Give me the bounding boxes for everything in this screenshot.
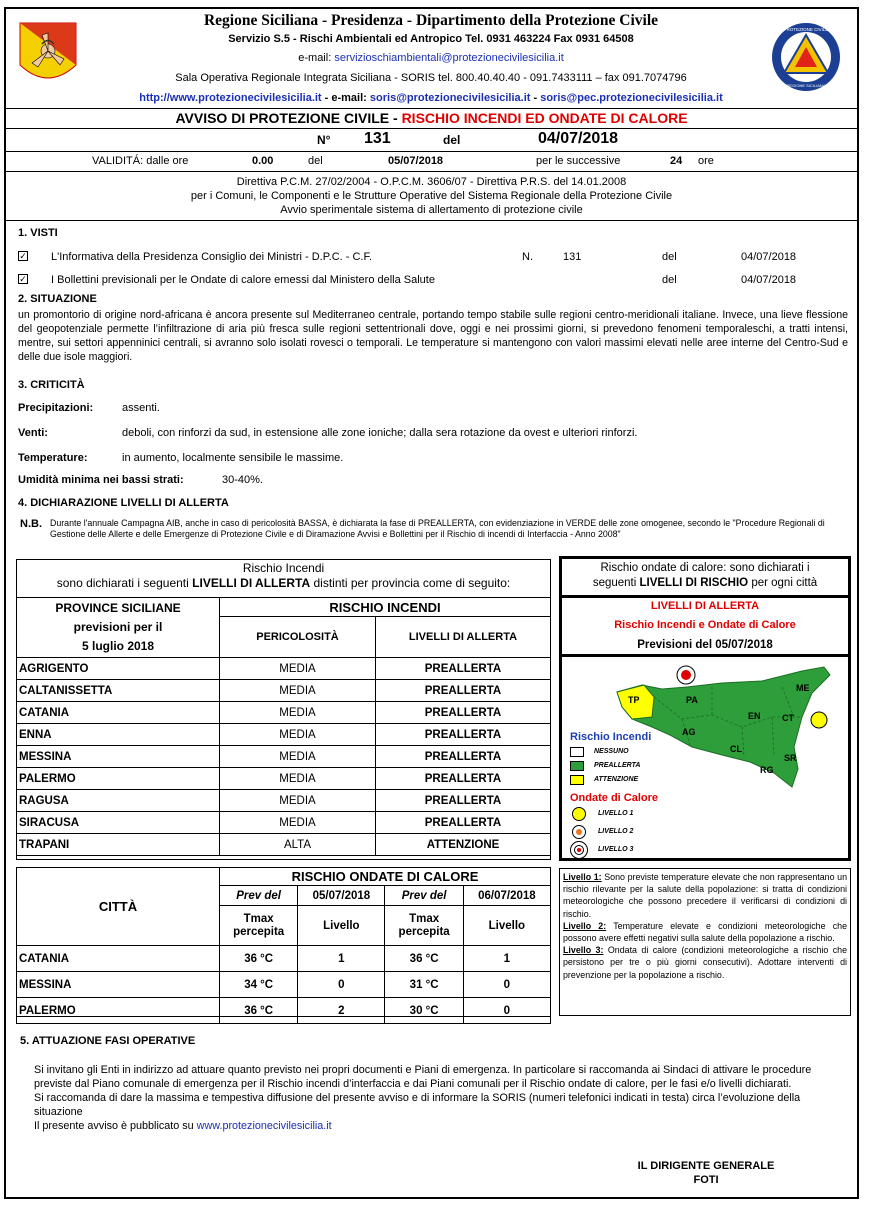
dichiarazione-heading: 4. DICHIARAZIONE LIVELLI DI ALLERTA: [18, 497, 229, 509]
prev-del-1: Prev del: [220, 885, 298, 906]
seal-bottom-text: REGIONE SICILIANA: [786, 83, 826, 88]
incendi-row: [17, 724, 551, 746]
province-cell: SIRACUSA: [17, 812, 220, 834]
temp-label: Temperature:: [18, 452, 88, 464]
published-link[interactable]: www.protezionecivilesicilia.it: [196, 1120, 332, 1132]
visti-row1-text: L'Informativa della Presidenza Consiglio dei Ministri - D.P.C. - C.F.: [51, 251, 373, 263]
city-cell: CATANIA: [17, 946, 220, 972]
attuazione-p1: Si invitano gli Enti in indirizzo ad attuare quanto previsto nei propri documenti e Piani di emergenza. In particolare si raccomanda ai Sindaci di attivare le procedure previste dal Piano comunale di emergenza per il Rischio incendi d’interfaccia e dai Piani comunali per il Rischio ondate di calore, per le fasi e/o livelli dichiarati.: [34, 1064, 812, 1090]
validity-label: VALIDITÁ: dalle ore: [92, 155, 189, 167]
successive-label: per le successive: [536, 155, 621, 167]
pericolosita-cell: MEDIA: [220, 812, 376, 834]
legend-livello3-icon: [570, 841, 588, 859]
livello1-cell: 2: [298, 998, 385, 1024]
title-black: AVVISO DI PROTEZIONE CIVILE -: [175, 110, 398, 126]
province-cell: TRAPANI: [17, 834, 220, 856]
attuazione-heading: 5. ATTUAZIONE FASI OPERATIVE: [20, 1035, 196, 1047]
livello-cell: PREALLERTA: [376, 658, 551, 680]
province-cell: CATANIA: [17, 702, 220, 724]
incendi-intro-title: Rischio Incendi: [242, 561, 325, 575]
incendi-intro: [16, 561, 551, 591]
calore-date-2: 06/07/2018: [463, 885, 550, 906]
header-org: Regione Siciliana - Presidenza - Dipartimento della Protezione Civile: [203, 12, 659, 29]
attuazione-p3: Il presente avviso è pubblicato su www.protezionecivilesicilia.it: [34, 1120, 332, 1132]
header-service: Servizio S.5 - Rischi Ambientali ed Antropico Tel. 0931 463224 Fax 0931 64508: [228, 33, 634, 45]
document-page: [4, 7, 859, 1199]
pericolosita-cell: MEDIA: [220, 790, 376, 812]
visti-checkbox-2: ✓: [19, 274, 27, 284]
validity-del: del: [308, 155, 323, 167]
incendi-row: [17, 702, 551, 724]
map-label-ct: CT: [782, 713, 794, 723]
previsioni-date: Previsioni del 05/07/2018: [637, 639, 773, 651]
visti-row2-text: I Bollettini previsionali per le Ondate di calore emessi dal Ministero della Salute: [51, 274, 435, 286]
title-red: RISCHIO INCENDI ED ONDATE DI CALORE: [401, 110, 688, 126]
calore-row: [17, 998, 551, 1024]
tmax1-cell: 36 °C: [220, 946, 298, 972]
email-link[interactable]: servizioschiambientali@protezionecivilesicilia.it: [334, 52, 564, 64]
pericolosita-cell: MEDIA: [220, 702, 376, 724]
pericolosita-cell: MEDIA: [220, 680, 376, 702]
calore-row: [17, 972, 551, 998]
signature-title: IL DIRIGENTE GENERALE: [637, 1160, 775, 1172]
map-label-en: EN: [748, 711, 761, 721]
avviso-date: 04/07/2018: [538, 130, 619, 147]
legend-livello1-label: LIVELLO 1: [598, 810, 634, 817]
incendi-row: [17, 812, 551, 834]
tmax-header-2: Tmax percepita: [385, 906, 463, 946]
visti-row1-n-label: N.: [522, 251, 533, 263]
umid-label: Umidità minima nei bassi strati:: [18, 474, 184, 486]
legend-preallerta-label: PREALLERTA: [594, 762, 641, 769]
nb-label: N.B.: [20, 518, 42, 530]
successive-value: 24: [670, 155, 683, 167]
pericolosita-cell: MEDIA: [220, 746, 376, 768]
directive-3: Avvio sperimentale sistema di allertamento di protezione civile: [280, 204, 583, 216]
visti-row1-date: 04/07/2018: [741, 251, 797, 263]
validity-hour: 0.00: [252, 155, 274, 167]
seal-text: PROTEZIONE CIVILE: [783, 27, 829, 32]
livello2-cell: 0: [463, 972, 550, 998]
sicily-map: [562, 657, 848, 859]
legend-ondate-title: Ondate di Calore: [570, 792, 659, 804]
precip-value: assenti.: [122, 402, 160, 414]
map-label-pa: PA: [686, 695, 698, 705]
website-link[interactable]: http://www.protezionecivilesicilia.it: [139, 92, 322, 104]
visti-row1-del: del: [662, 251, 677, 263]
livello-header-2: Livello: [463, 906, 550, 946]
header-soris: Sala Operativa Regionale Integrata Siciliana - SORIS tel. 800.40.40.40 - 091.7433111 – fax 091.7074796: [175, 72, 687, 84]
calore-title: RISCHIO ONDATE DI CALORE: [220, 868, 551, 886]
tmax2-cell: 31 °C: [385, 972, 463, 998]
livello1-desc: Livello 1: Sono previste temperature elevate che non rappresentano un rischio rilevante per la salute della popolazione: si tratta di condizioni meteorologiche che possono precedere il verificarsi di condizioni di rischio.: [563, 872, 848, 919]
livello-cell: PREALLERTA: [376, 812, 551, 834]
civil-protection-seal: [770, 21, 842, 93]
col-citta-header: CITTÀ: [17, 868, 220, 946]
visti-row1-n: 131: [563, 251, 582, 263]
livelli-title: LIVELLI DI ALLERTA: [650, 600, 760, 612]
city-cell: MESSINA: [17, 972, 220, 998]
visti-checkbox-1: ✓: [19, 251, 27, 261]
ondate-intro: Rischio ondate di calore: sono dichiarati i seguenti LIVELLI DI RISCHIO per ogni città: [592, 562, 818, 589]
legend-livello1-icon: [572, 807, 586, 821]
livello3-desc: Livello 3: Ondata di calore (condizioni meteorologiche a rischio che persistono per tre o più giorni consecutivi). Adottare interventi di prevenzione per la popolazione a rischio.: [563, 945, 848, 980]
venti-label: Venti:: [18, 427, 48, 439]
city-cell: PALERMO: [17, 998, 220, 1024]
pec-email-link[interactable]: soris@pec.protezionecivilesicilia.it: [540, 92, 723, 104]
legend-nessuno-label: NESSUNO: [594, 748, 629, 755]
validity-date: 05/07/2018: [388, 155, 444, 167]
incendi-row: [17, 834, 551, 856]
legend-swatch-attenzione: [570, 775, 584, 785]
attuazione-body: [34, 1063, 834, 1133]
calore-date-1: 05/07/2018: [298, 885, 385, 906]
criticita-heading: 3. CRITICITÀ: [18, 379, 85, 391]
ore-label: ore: [698, 155, 714, 167]
temp-value: in aumento, localmente sensibile le massime.: [122, 452, 344, 464]
attuazione-p2: Si raccomanda di dare la massima e tempestiva diffusione del presente avviso e di informare la SORIS (numeri telefonici indicati in testa) circa l’evoluzione della situazione: [34, 1092, 801, 1118]
incendi-row: [17, 680, 551, 702]
map-label-me: ME: [796, 683, 810, 693]
visti-row2-date: 04/07/2018: [741, 274, 797, 286]
col-pericolosita-header: PERICOLOSITÀ: [220, 617, 376, 658]
email-separator: -: [533, 92, 538, 104]
tmax-header-1: Tmax percepita: [220, 906, 298, 946]
livello-header-1: Livello: [298, 906, 385, 946]
visti-heading: 1. VISTI: [18, 227, 58, 239]
situazione-heading: 2. SITUAZIONE: [18, 293, 97, 305]
n-label: N°: [317, 133, 331, 147]
visti-row2-del: del: [662, 274, 677, 286]
prev-del-2: Prev del: [385, 885, 463, 906]
soris-email-link[interactable]: soris@protezionecivilesicilia.it: [369, 92, 531, 104]
tmax2-cell: 30 °C: [385, 998, 463, 1024]
livello-cell: PREALLERTA: [376, 680, 551, 702]
pericolosita-cell: MEDIA: [220, 768, 376, 790]
map-label-sr: SR: [784, 753, 797, 763]
livello2-cell: 1: [463, 946, 550, 972]
incendi-row: [17, 768, 551, 790]
legend-livello2-label: LIVELLO 2: [598, 828, 634, 835]
col-rischio-header: RISCHIO INCENDI: [220, 598, 551, 617]
col-province-header: PROVINCE SICILIANE previsioni per il 5 luglio 2018: [17, 598, 220, 658]
livello-cell: PREALLERTA: [376, 746, 551, 768]
email2-label: - e-mail:: [324, 92, 367, 104]
precip-label: Precipitazioni:: [18, 402, 94, 414]
avviso-title: [6, 110, 857, 126]
directive-1: Direttiva P.C.M. 27/02/2004 - O.P.C.M. 3606/07 - Direttiva P.R.S. del 14.01.2008: [236, 176, 627, 188]
livello1-cell: 0: [298, 972, 385, 998]
pericolosita-cell: ALTA: [220, 834, 376, 856]
incendi-table: [16, 597, 551, 856]
livelli-subtitle: Rischio Incendi e Ondate di Calore: [614, 619, 796, 631]
venti-value: deboli, con rinforzi da sud, in estensione alle zone ioniche; dalla sera rotazione da ovest e ulteriori rinforzi.: [122, 427, 638, 439]
map-label-tp: TP: [628, 695, 640, 705]
incendi-row: [17, 790, 551, 812]
situazione-text: un promontorio di origine nord-africana è ancora presente sul Mediterraneo centrale, portando tempo stabile sulle regioni centro-meridionali italiane. Invece, una lieve flessione del geopotenziale permette l’infiltrazione di aria più fresca sulle regioni settentrionali dove, oggi e nei prossimi giorni, si prevedono fenomeni temporaleschi, a tratti intensi, mentre, sui settori appenninici centrali, si avranno solo isolati rovesci o temporali. Le temperature si mantengono con valori massimi elevati nelle aree interne del Centro-Sud e delle due isole maggiori.: [18, 309, 848, 363]
livello-descriptions: [559, 868, 851, 1016]
signature: [606, 1159, 806, 1187]
header-email-line: [86, 52, 776, 64]
legend-livello3-label: LIVELLO 3: [598, 846, 634, 853]
livello2-cell: 0: [463, 998, 550, 1024]
map-label-cl: CL: [730, 744, 742, 754]
livello-cell: PREALLERTA: [376, 790, 551, 812]
tmax1-cell: 34 °C: [220, 972, 298, 998]
directives: [6, 175, 857, 217]
legend-attenzione-label: ATTENZIONE: [594, 776, 639, 783]
legend-swatch-nessuno: [570, 747, 584, 757]
livello2-desc: Livello 2: Temperature elevate e condizioni meteorologiche che possono avere effetti negativi sulla salute della popolazione a rischio.: [563, 920, 848, 944]
col-livelli-header: LIVELLI DI ALLERTA: [376, 617, 551, 658]
livello-cell: PREALLERTA: [376, 724, 551, 746]
calore-row: [17, 946, 551, 972]
map-label-rg: RG: [760, 765, 774, 775]
calore-table: [16, 867, 551, 1024]
header-web-line: [86, 92, 776, 104]
province-cell: RAGUSA: [17, 790, 220, 812]
incendi-row: [17, 746, 551, 768]
pericolosita-cell: MEDIA: [220, 658, 376, 680]
email-label: e-mail:: [298, 52, 332, 64]
n-value: 131: [364, 130, 391, 147]
directive-2: per i Comuni, le Componenti e le Strutture Operative del Sistema Regionale della Protezione Civile: [190, 190, 673, 202]
nb-text: Durante l'annuale Campagna AIB, anche in caso di pericolosità BASSA, è dichiarata la fase di PREALLERTA, con evidenziazione in VERDE delle zone omogenee, secondo le "Procedure Regionali di Gestione delle Allerte e delle Emergenze di Protezione Civile e di Diramazione Avvisi e Bollettini per il Rischio di incendi di Interfaccia - Anno 2008": [50, 518, 825, 539]
tmax2-cell: 36 °C: [385, 946, 463, 972]
tmax1-cell: 36 °C: [220, 998, 298, 1024]
province-cell: PALERMO: [17, 768, 220, 790]
livello-cell: PREALLERTA: [376, 768, 551, 790]
pericolosita-cell: MEDIA: [220, 724, 376, 746]
legend-swatch-preallerta: [570, 761, 584, 771]
legend-livello2-icon: [572, 825, 586, 839]
livello-cell: ATTENZIONE: [376, 834, 551, 856]
livello-cell: PREALLERTA: [376, 702, 551, 724]
incendi-intro-line2: sono dichiarati i seguenti LIVELLI DI ALLERTA distinti per provincia come di seguito:: [56, 576, 511, 590]
sicily-logo: [18, 21, 78, 87]
province-cell: MESSINA: [17, 746, 220, 768]
legend-incendi-title: Rischio Incendi: [570, 731, 652, 743]
province-cell: ENNA: [17, 724, 220, 746]
province-cell: CALTANISSETTA: [17, 680, 220, 702]
incendi-row: [17, 658, 551, 680]
livello1-cell: 1: [298, 946, 385, 972]
province-cell: AGRIGENTO: [17, 658, 220, 680]
map-label-ag: AG: [682, 727, 696, 737]
date-del-label: del: [443, 133, 461, 147]
umid-value: 30-40%.: [222, 474, 263, 486]
signature-name: FOTI: [693, 1174, 719, 1186]
